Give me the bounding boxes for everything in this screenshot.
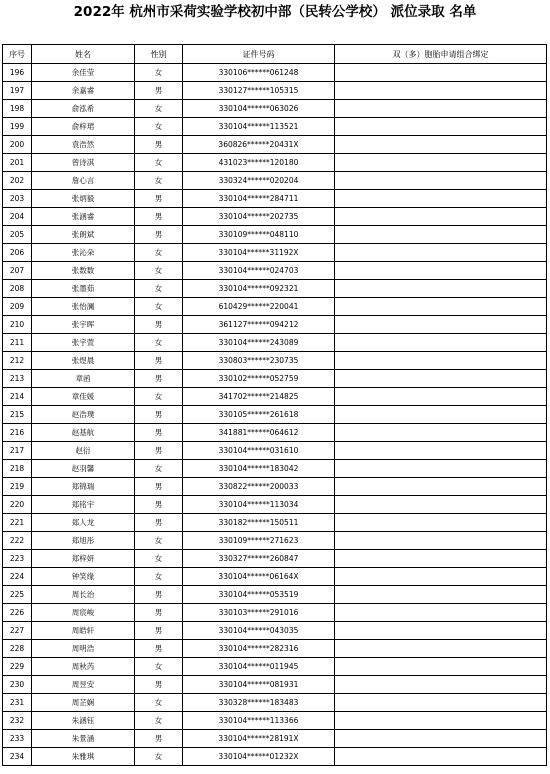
cell-twin — [335, 406, 547, 424]
cell-twin — [335, 604, 547, 622]
cell-sex: 男 — [135, 676, 183, 694]
table-row — [3, 280, 547, 298]
cell-no: 215 — [3, 406, 32, 424]
cell-twin — [335, 694, 547, 712]
cell-name: 张宇萱 — [32, 334, 135, 352]
cell-sex: 男 — [135, 514, 183, 532]
cell-twin — [335, 460, 547, 478]
cell-id: 330104******092321 — [183, 280, 335, 298]
cell-id: 330104******063026 — [183, 100, 335, 118]
cell-id: 361127******094212 — [183, 316, 335, 334]
cell-sex: 女 — [135, 334, 183, 352]
cell-sex: 女 — [135, 64, 183, 82]
cell-no: 211 — [3, 334, 32, 352]
cell-twin — [335, 370, 547, 388]
cell-twin — [335, 586, 547, 604]
admission-table — [2, 44, 547, 766]
cell-name: 俞泓希 — [32, 100, 135, 118]
cell-no: 198 — [3, 100, 32, 118]
cell-name: 郑人龙 — [32, 514, 135, 532]
table-row — [3, 388, 547, 406]
cell-twin — [335, 334, 547, 352]
cell-no: 222 — [3, 532, 32, 550]
cell-no: 203 — [3, 190, 32, 208]
cell-name: 赵羽馨 — [32, 460, 135, 478]
cell-name: 赵衍 — [32, 442, 135, 460]
cell-id: 330327******260847 — [183, 550, 335, 568]
cell-twin — [335, 478, 547, 496]
cell-id: 330104******031610 — [183, 442, 335, 460]
cell-no: 219 — [3, 478, 32, 496]
cell-no: 224 — [3, 568, 32, 586]
cell-twin — [335, 64, 547, 82]
cell-id: 330104******183042 — [183, 460, 335, 478]
cell-id: 610429******220041 — [183, 298, 335, 316]
table-body — [3, 64, 547, 766]
cell-name: 周秋芮 — [32, 658, 135, 676]
table-row — [3, 190, 547, 208]
cell-no: 200 — [3, 136, 32, 154]
cell-sex: 女 — [135, 694, 183, 712]
cell-sex: 女 — [135, 532, 183, 550]
cell-id: 431023******120180 — [183, 154, 335, 172]
table-row — [3, 226, 547, 244]
cell-sex: 男 — [135, 604, 183, 622]
cell-no: 233 — [3, 730, 32, 748]
header-id: 证件号码 — [183, 45, 335, 64]
table-row — [3, 604, 547, 622]
table-row — [3, 658, 547, 676]
table-row — [3, 748, 547, 766]
cell-id: 330104******202735 — [183, 208, 335, 226]
cell-sex: 男 — [135, 622, 183, 640]
cell-sex: 男 — [135, 496, 183, 514]
cell-sex: 男 — [135, 352, 183, 370]
table-row — [3, 694, 547, 712]
cell-twin — [335, 262, 547, 280]
cell-twin — [335, 298, 547, 316]
cell-name: 赵基航 — [32, 424, 135, 442]
cell-no: 204 — [3, 208, 32, 226]
cell-sex: 男 — [135, 586, 183, 604]
cell-sex: 女 — [135, 658, 183, 676]
cell-twin — [335, 442, 547, 460]
cell-id: 330106******061248 — [183, 64, 335, 82]
cell-twin — [335, 622, 547, 640]
cell-name: 周宸峻 — [32, 604, 135, 622]
cell-name: 赵浩璞 — [32, 406, 135, 424]
table-row — [3, 154, 547, 172]
cell-id: 330328******183483 — [183, 694, 335, 712]
cell-no: 197 — [3, 82, 32, 100]
cell-id: 330104******113034 — [183, 496, 335, 514]
cell-twin — [335, 712, 547, 730]
cell-id: 330104******081931 — [183, 676, 335, 694]
table-row — [3, 532, 547, 550]
cell-no: 217 — [3, 442, 32, 460]
cell-name: 张数数 — [32, 262, 135, 280]
cell-sex: 男 — [135, 442, 183, 460]
table-row — [3, 442, 547, 460]
table-row — [3, 64, 547, 82]
cell-no: 223 — [3, 550, 32, 568]
cell-name: 郑梓妍 — [32, 550, 135, 568]
cell-no: 226 — [3, 604, 32, 622]
cell-name: 袁浩然 — [32, 136, 135, 154]
cell-no: 199 — [3, 118, 32, 136]
table-row — [3, 82, 547, 100]
cell-twin — [335, 568, 547, 586]
cell-twin — [335, 82, 547, 100]
cell-sex: 男 — [135, 208, 183, 226]
cell-id: 330109******048110 — [183, 226, 335, 244]
cell-id: 330104******243089 — [183, 334, 335, 352]
cell-name: 余佳莹 — [32, 64, 135, 82]
table-row — [3, 514, 547, 532]
table-row — [3, 676, 547, 694]
cell-twin — [335, 100, 547, 118]
cell-name: 郑铭宇 — [32, 496, 135, 514]
table-row — [3, 568, 547, 586]
table-row — [3, 118, 547, 136]
cell-name: 章函 — [32, 370, 135, 388]
cell-name: 周芷娴 — [32, 694, 135, 712]
table-row — [3, 478, 547, 496]
cell-twin — [335, 316, 547, 334]
table-row — [3, 586, 547, 604]
cell-id: 330182******150511 — [183, 514, 335, 532]
table-row — [3, 550, 547, 568]
cell-no: 207 — [3, 262, 32, 280]
cell-no: 230 — [3, 676, 32, 694]
cell-id: 330127******105315 — [183, 82, 335, 100]
cell-name: 郑锦瑞 — [32, 478, 135, 496]
header-no: 序号 — [3, 45, 32, 64]
cell-sex: 男 — [135, 190, 183, 208]
cell-twin — [335, 352, 547, 370]
cell-no: 234 — [3, 748, 32, 766]
cell-sex: 男 — [135, 226, 183, 244]
table-row — [3, 298, 547, 316]
cell-name: 张炳毅 — [32, 190, 135, 208]
cell-name: 周长治 — [32, 586, 135, 604]
table-row — [3, 316, 547, 334]
cell-id: 330324******020204 — [183, 172, 335, 190]
cell-twin — [335, 118, 547, 136]
cell-no: 210 — [3, 316, 32, 334]
cell-no: 202 — [3, 172, 32, 190]
cell-twin — [335, 208, 547, 226]
cell-twin — [335, 658, 547, 676]
cell-sex: 女 — [135, 460, 183, 478]
cell-sex: 男 — [135, 406, 183, 424]
cell-id: 330104******282316 — [183, 640, 335, 658]
cell-id: 330109******271623 — [183, 532, 335, 550]
cell-name: 张朗斌 — [32, 226, 135, 244]
cell-sex: 女 — [135, 172, 183, 190]
table-row — [3, 136, 547, 154]
cell-name: 俞梓珺 — [32, 118, 135, 136]
table-row — [3, 622, 547, 640]
cell-twin — [335, 496, 547, 514]
table-row — [3, 424, 547, 442]
cell-id: 330103******291016 — [183, 604, 335, 622]
cell-sex: 女 — [135, 568, 183, 586]
cell-sex: 女 — [135, 748, 183, 766]
table-row — [3, 352, 547, 370]
table-row — [3, 100, 547, 118]
table-row — [3, 496, 547, 514]
cell-no: 220 — [3, 496, 32, 514]
cell-id: 330104******024703 — [183, 262, 335, 280]
cell-no: 218 — [3, 460, 32, 478]
cell-no: 216 — [3, 424, 32, 442]
cell-twin — [335, 730, 547, 748]
table-row — [3, 406, 547, 424]
cell-sex: 女 — [135, 388, 183, 406]
cell-twin — [335, 676, 547, 694]
cell-name: 张宇晖 — [32, 316, 135, 334]
cell-name: 余嘉睿 — [32, 82, 135, 100]
cell-id: 330803******230735 — [183, 352, 335, 370]
cell-id: 341702******214825 — [183, 388, 335, 406]
cell-id: 330102******052759 — [183, 370, 335, 388]
cell-no: 205 — [3, 226, 32, 244]
table-row — [3, 730, 547, 748]
table-row — [3, 712, 547, 730]
cell-sex: 女 — [135, 118, 183, 136]
cell-no: 225 — [3, 586, 32, 604]
cell-sex: 男 — [135, 478, 183, 496]
cell-name: 钟笑缘 — [32, 568, 135, 586]
cell-no: 231 — [3, 694, 32, 712]
cell-id: 330104******053519 — [183, 586, 335, 604]
cell-id: 360826******20431X — [183, 136, 335, 154]
cell-name: 詹心言 — [32, 172, 135, 190]
cell-twin — [335, 244, 547, 262]
table-row — [3, 208, 547, 226]
cell-no: 232 — [3, 712, 32, 730]
table-row — [3, 244, 547, 262]
header-name: 姓名 — [32, 45, 135, 64]
cell-no: 196 — [3, 64, 32, 82]
cell-id: 330822******200033 — [183, 478, 335, 496]
cell-name: 朱雅琪 — [32, 748, 135, 766]
cell-name: 周皓轩 — [32, 622, 135, 640]
cell-twin — [335, 532, 547, 550]
cell-name: 张涵睿 — [32, 208, 135, 226]
cell-twin — [335, 190, 547, 208]
cell-sex: 女 — [135, 298, 183, 316]
cell-no: 229 — [3, 658, 32, 676]
cell-twin — [335, 550, 547, 568]
cell-sex: 男 — [135, 370, 183, 388]
table-row — [3, 334, 547, 352]
header-sex: 性别 — [135, 45, 183, 64]
cell-twin — [335, 154, 547, 172]
cell-no: 201 — [3, 154, 32, 172]
cell-sex: 男 — [135, 136, 183, 154]
cell-no: 209 — [3, 298, 32, 316]
cell-name: 张沁朵 — [32, 244, 135, 262]
cell-name: 朱涵钰 — [32, 712, 135, 730]
table-row — [3, 370, 547, 388]
header-twin: 双（多）胞胎申请组合绑定 — [335, 45, 547, 64]
table-row — [3, 640, 547, 658]
cell-twin — [335, 748, 547, 766]
cell-id: 330104******043035 — [183, 622, 335, 640]
cell-twin — [335, 172, 547, 190]
cell-sex: 女 — [135, 280, 183, 298]
cell-twin — [335, 514, 547, 532]
cell-twin — [335, 388, 547, 406]
cell-no: 221 — [3, 514, 32, 532]
cell-name: 周昱安 — [32, 676, 135, 694]
cell-twin — [335, 640, 547, 658]
table-row — [3, 262, 547, 280]
cell-name: 张煜晨 — [32, 352, 135, 370]
cell-id: 330104******01232X — [183, 748, 335, 766]
cell-name: 朱景涵 — [32, 730, 135, 748]
cell-no: 228 — [3, 640, 32, 658]
cell-id: 330104******284711 — [183, 190, 335, 208]
table-row — [3, 172, 547, 190]
cell-twin — [335, 226, 547, 244]
cell-sex: 男 — [135, 424, 183, 442]
cell-sex: 男 — [135, 82, 183, 100]
cell-id: 330104******113521 — [183, 118, 335, 136]
cell-twin — [335, 424, 547, 442]
cell-sex: 女 — [135, 262, 183, 280]
cell-sex: 女 — [135, 244, 183, 262]
cell-sex: 女 — [135, 712, 183, 730]
cell-no: 213 — [3, 370, 32, 388]
cell-id: 330104******011945 — [183, 658, 335, 676]
page-title: 2022年 杭州市采荷实验学校初中部（民转公学校） 派位录取 名单 — [73, 4, 477, 20]
cell-id: 330104******113366 — [183, 712, 335, 730]
cell-id: 330104******06164X — [183, 568, 335, 586]
cell-no: 227 — [3, 622, 32, 640]
cell-sex: 女 — [135, 154, 183, 172]
cell-twin — [335, 136, 547, 154]
cell-sex: 男 — [135, 730, 183, 748]
cell-name: 周明浩 — [32, 640, 135, 658]
cell-name: 张怡澜 — [32, 298, 135, 316]
cell-name: 郑旭彤 — [32, 532, 135, 550]
cell-sex: 女 — [135, 550, 183, 568]
cell-name: 曾诗淇 — [32, 154, 135, 172]
cell-sex: 男 — [135, 640, 183, 658]
cell-no: 206 — [3, 244, 32, 262]
cell-name: 章佳媛 — [32, 388, 135, 406]
cell-id: 330105******261618 — [183, 406, 335, 424]
cell-name: 张墨茹 — [32, 280, 135, 298]
cell-id: 341881******064612 — [183, 424, 335, 442]
cell-no: 214 — [3, 388, 32, 406]
table-row — [3, 460, 547, 478]
table-header-row — [3, 45, 547, 64]
cell-no: 212 — [3, 352, 32, 370]
cell-id: 330104******31192X — [183, 244, 335, 262]
cell-sex: 男 — [135, 316, 183, 334]
cell-no: 208 — [3, 280, 32, 298]
cell-twin — [335, 280, 547, 298]
cell-id: 330104******28191X — [183, 730, 335, 748]
cell-sex: 女 — [135, 100, 183, 118]
